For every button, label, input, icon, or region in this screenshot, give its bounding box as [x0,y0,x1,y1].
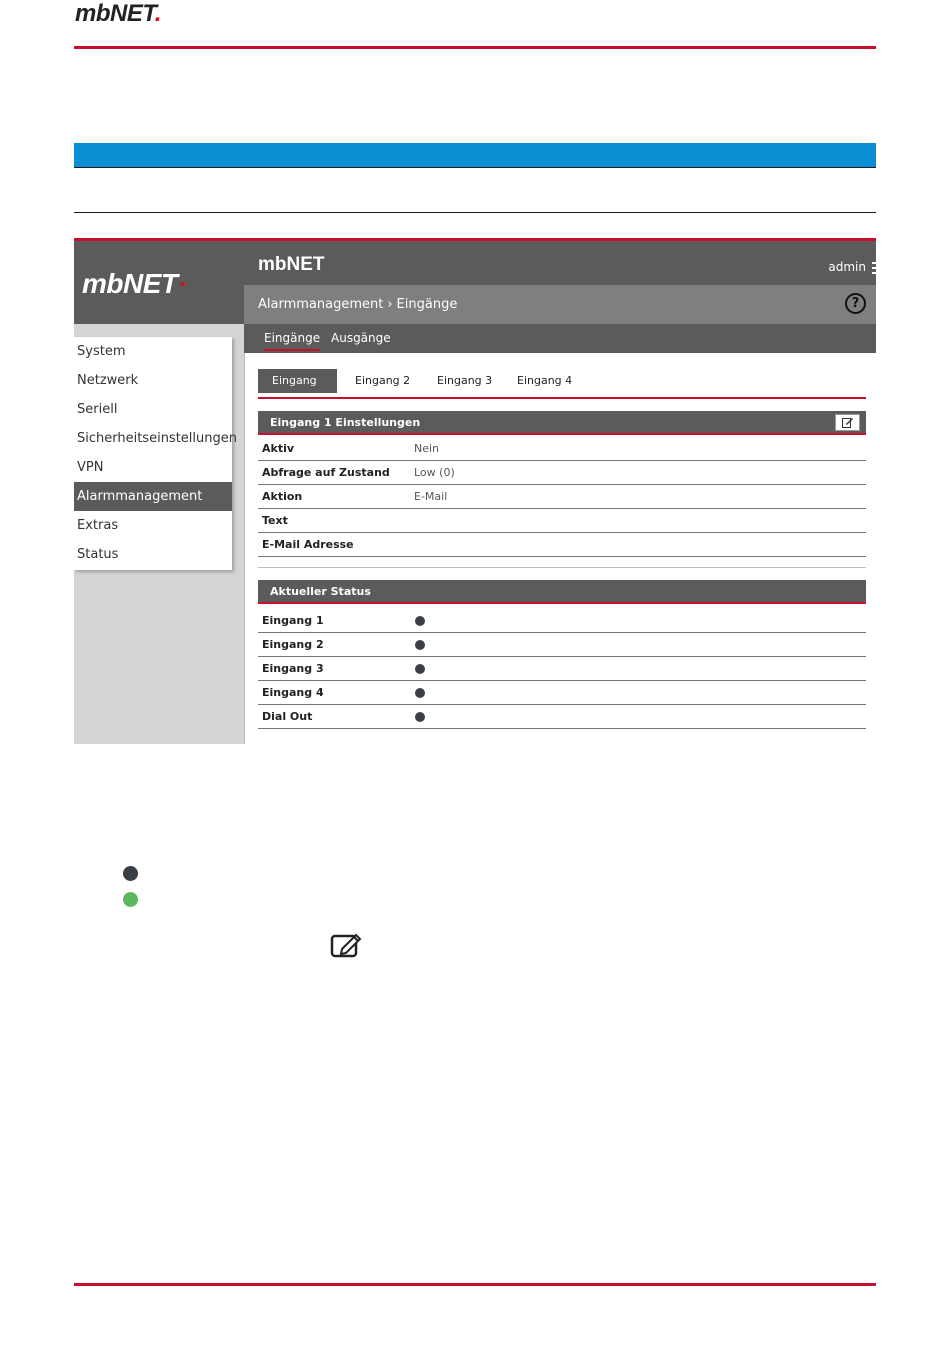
sidebar-item-status[interactable]: Status [77,547,119,562]
row-label: Eingang 2 [262,638,324,651]
table-row [258,609,866,633]
menu-icon[interactable] [872,262,876,274]
table-row [258,633,866,657]
chevron-right-icon: › [387,297,393,312]
status-table [258,609,866,729]
row-label: Eingang 3 [262,662,324,675]
led-inactive-icon [415,616,425,626]
table-row [258,437,866,461]
screenshot-frame [74,238,876,744]
app-title: mbNET [258,254,325,275]
sidebar-item-sicherheitseinstellungen[interactable]: Sicherheitseinstellungen [77,431,237,446]
status-panel-header [258,580,866,604]
tab-eingang-4[interactable]: Eingang 4 [517,374,573,387]
sidebar-item-vpn[interactable]: VPN [77,460,104,475]
edit-button[interactable] [835,414,860,431]
section-rule [74,212,876,213]
table-row [258,485,866,509]
table-row [258,681,866,705]
row-label: Eingang 1 [262,614,324,627]
row-value: Low (0) [414,466,455,479]
sidebar-item-extras[interactable]: Extras [77,518,119,533]
tab-eingang-3[interactable]: Eingang 3 [437,374,493,387]
app-logo-box [74,241,244,324]
row-label: E-Mail Adresse [262,538,354,551]
sidebar-item-system[interactable]: System [77,344,126,359]
breadcrumb [258,297,457,312]
led-active-icon [123,892,138,907]
page-logo: mbNET. [75,0,161,27]
help-icon[interactable]: ? [845,293,866,314]
row-value: E-Mail [414,490,448,503]
input-tabs [258,369,866,411]
led-inactive-icon [415,688,425,698]
sidebar [74,337,237,570]
top-bar [244,241,876,285]
header-rule [74,46,876,49]
section-bar [74,143,876,168]
table-row [258,705,866,729]
row-label: Aktion [262,490,303,503]
breadcrumb-bar [244,285,876,324]
row-label: Aktiv [262,442,295,455]
app-logo: mbNET· [82,268,187,299]
table-row [258,461,866,485]
table-row [258,533,866,557]
row-label: Dial Out [262,710,313,723]
subtab-ausgaenge[interactable]: Ausgänge [331,331,391,345]
tab-eingang-2[interactable]: Eingang 2 [355,374,411,387]
table-row [258,509,866,533]
led-inactive-icon [415,640,425,650]
footer-rule [74,1283,876,1286]
sidebar-item-alarmmanagement[interactable]: Alarmmanagement [74,482,232,511]
tab-eingang-1[interactable]: Eingang 1 [258,369,337,393]
breadcrumb-current: Eingänge [396,297,458,312]
led-inactive-icon [123,866,138,881]
edit-icon [842,417,854,428]
led-inactive-icon [415,712,425,722]
settings-table [258,437,866,557]
led-inactive-icon [415,664,425,674]
status-panel-title: Aktueller Status [270,585,371,598]
user-menu[interactable]: admin [828,260,866,274]
breadcrumb-parent[interactable]: Alarmmanagement [258,297,384,312]
row-label: Abfrage auf Zustand [262,466,390,479]
subtab-bar [244,324,876,353]
settings-panel-title: Eingang 1 Einstellungen [270,416,421,429]
settings-panel-header [258,411,866,435]
row-label: Eingang 4 [262,686,324,699]
main-content [244,353,876,744]
sidebar-item-seriell[interactable]: Seriell [77,402,118,417]
edit-icon [330,932,366,958]
row-value: Nein [414,442,440,455]
subtab-eingaenge[interactable]: Eingänge [264,331,320,351]
divider [258,567,866,568]
row-label: Text [262,514,288,527]
table-row [258,657,866,681]
sidebar-item-netzwerk[interactable]: Netzwerk [77,373,139,388]
